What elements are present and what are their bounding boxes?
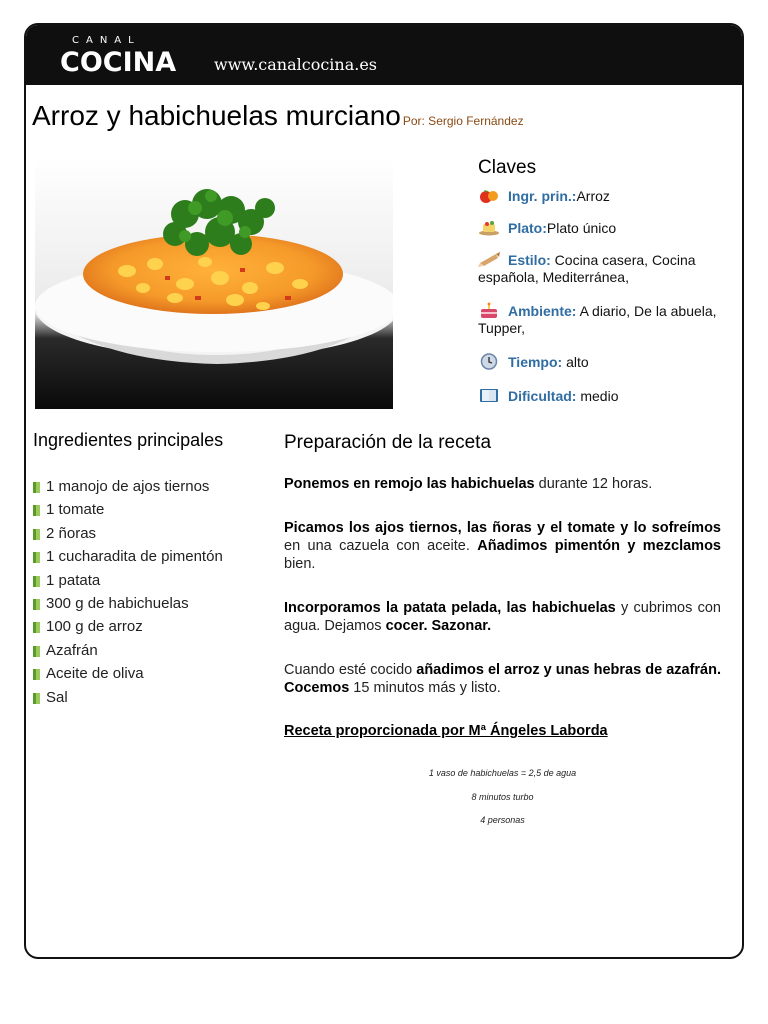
site-header bbox=[26, 25, 742, 85]
recipe-title: Arroz y habichuelas murciano bbox=[32, 100, 401, 131]
ingredient-item bbox=[33, 500, 223, 523]
clock-icon bbox=[478, 353, 500, 370]
birthday-cake-icon bbox=[478, 302, 500, 319]
ingredient-text: Sal bbox=[46, 688, 68, 706]
clave-value: Cocina casera, Cocina española, Mediterránea, bbox=[478, 252, 696, 285]
clave-estilo bbox=[478, 251, 730, 286]
step-text: y cubrimos con agua. Dejamos bbox=[284, 600, 721, 634]
preparation-heading: Preparación de la receta bbox=[284, 432, 492, 453]
ingredient-text: 100 g de arroz bbox=[46, 618, 143, 636]
step-text: Cuando esté cocido bbox=[284, 662, 417, 678]
ingredient-item bbox=[33, 688, 223, 711]
ingredients-heading: Ingredientes principales bbox=[33, 430, 224, 450]
bullet-icon bbox=[33, 552, 40, 563]
step-text-bold: Incorporamos la patata pelada, las habichuelas bbox=[284, 600, 616, 616]
canal-cocina-logo[interactable] bbox=[60, 35, 200, 77]
title-row bbox=[32, 100, 524, 132]
recipe-photo bbox=[35, 156, 393, 409]
ingredient-item bbox=[33, 547, 223, 570]
recipe-note: 8 minutos turbo bbox=[471, 792, 534, 802]
step-text: durante 12 horas. bbox=[534, 476, 653, 492]
site-url[interactable]: www.canalcocina.es bbox=[214, 55, 378, 74]
clave-key: Dificultad: bbox=[508, 388, 577, 404]
preparation-step bbox=[284, 519, 721, 573]
bullet-icon bbox=[33, 693, 40, 704]
clave-key: Estilo: bbox=[508, 252, 551, 268]
ingredient-item bbox=[33, 664, 223, 687]
bullet-icon bbox=[33, 576, 40, 587]
ingredient-item bbox=[33, 477, 223, 500]
ingredients-list bbox=[33, 477, 223, 711]
clave-key: Ambiente: bbox=[508, 303, 577, 319]
clave-ambiente bbox=[478, 302, 730, 337]
preparation-step bbox=[284, 475, 721, 493]
step-text-bold: Ponemos en remojo las habichuelas bbox=[284, 476, 535, 492]
step-text-bold: Añadimos pimentón y mezclamos bbox=[477, 538, 721, 554]
clave-value: Arroz bbox=[576, 188, 610, 204]
dish-illustration bbox=[35, 156, 393, 409]
ingredient-text: 300 g de habichuelas bbox=[46, 594, 189, 612]
recipe-note: 4 personas bbox=[480, 815, 525, 825]
recipe-note: 1 vaso de habichuelas = 2,5 de agua bbox=[428, 768, 577, 778]
ingredient-text: Aceite de oliva bbox=[46, 665, 144, 683]
clave-value: alto bbox=[566, 354, 589, 370]
clave-plato bbox=[478, 219, 730, 237]
logo-main-text: COCINA bbox=[60, 47, 177, 78]
clave-key: Tiempo: bbox=[508, 354, 563, 370]
ingredient-item bbox=[33, 617, 223, 640]
step-text: en una cazuela con aceite. bbox=[284, 538, 478, 554]
recipe-card bbox=[24, 23, 744, 959]
bullet-icon bbox=[33, 669, 40, 680]
ingredient-text: 1 patata bbox=[46, 571, 101, 589]
ingredient-text: Azafrán bbox=[46, 641, 98, 659]
ingredient-text: 2 ñoras bbox=[46, 524, 97, 542]
clave-key: Plato: bbox=[508, 220, 547, 236]
clave-value: Plato único bbox=[546, 220, 617, 236]
claves-heading: Claves bbox=[478, 157, 537, 178]
recipe-credit: Receta proporcionada por Mª Ángeles Laborda bbox=[284, 723, 608, 739]
step-text-bold: Picamos los ajos tiernos, las ñoras y el tomate y lo sofreímos bbox=[284, 520, 721, 536]
clave-dificultad bbox=[478, 387, 730, 405]
step-text-bold: añadimos el arroz y unas hebras de azafrán. Cocemos bbox=[284, 662, 721, 696]
bullet-icon bbox=[33, 599, 40, 610]
clave-tiempo bbox=[478, 353, 730, 371]
ingredient-text: 1 tomate bbox=[46, 501, 105, 519]
ingredient-text: 1 manojo de ajos tiernos bbox=[46, 478, 210, 495]
logo-top-text: CANAL bbox=[72, 35, 141, 46]
bullet-icon bbox=[33, 505, 40, 516]
preparation-step bbox=[284, 599, 721, 635]
recipe-author: Por: Sergio Fernández bbox=[402, 114, 524, 128]
step-text: 15 minutos más y listo. bbox=[349, 680, 501, 696]
clave-key: Ingr. prin.: bbox=[508, 188, 577, 204]
step-text: bien. bbox=[284, 556, 316, 572]
clave-ingrediente-principal bbox=[478, 187, 730, 205]
cake-plate-icon bbox=[478, 219, 500, 236]
ingredient-item bbox=[33, 641, 223, 664]
tomato-pepper-icon bbox=[478, 187, 500, 204]
clave-value: A diario, De la abuela, Tupper, bbox=[478, 303, 717, 336]
clave-value: medio bbox=[580, 388, 619, 404]
ingredient-text: 1 cucharadita de pimentón bbox=[46, 548, 223, 566]
pastry-bag-icon bbox=[478, 251, 500, 268]
book-icon bbox=[478, 387, 500, 404]
bullet-icon bbox=[33, 646, 40, 657]
step-text-bold: cocer. Sazonar. bbox=[385, 618, 492, 634]
bullet-icon bbox=[33, 622, 40, 633]
bullet-icon bbox=[33, 529, 40, 540]
ingredient-item bbox=[33, 524, 223, 547]
bullet-icon bbox=[33, 482, 40, 493]
ingredient-item bbox=[33, 594, 223, 617]
ingredient-item bbox=[33, 571, 223, 594]
preparation-step bbox=[284, 661, 721, 697]
